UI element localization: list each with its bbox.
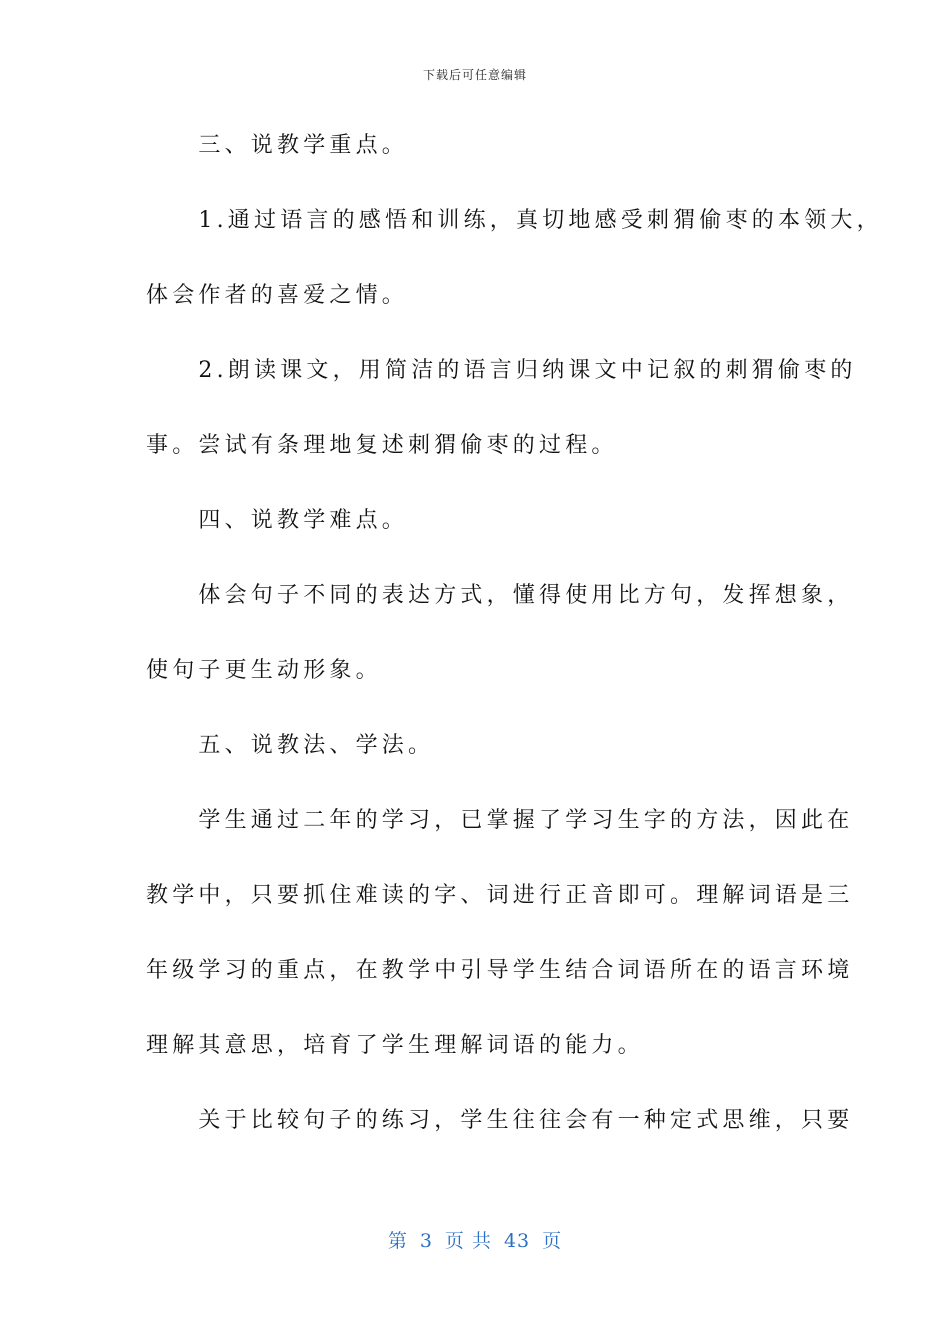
paragraph-line: 2.朗读课文，用简洁的语言归纳课文中记叙的刺猬偷枣的 — [146, 358, 857, 383]
paragraph-line: 1.通过语言的感悟和训练，真切地感受刺猬偷枣的本领大， — [146, 208, 883, 233]
paragraph-line: 事。尝试有条理地复述刺猬偷枣的过程。 — [146, 433, 618, 458]
paragraph-line: 关于比较句子的练习，学生往往会有一种定式思维，只要 — [146, 1108, 854, 1133]
footer-suffix: 页 — [542, 1230, 563, 1252]
paragraph-line: 年级学习的重点，在教学中引导学生结合词语所在的语言环境 — [146, 958, 854, 983]
header-note: 下载后可任意编辑 — [422, 68, 527, 82]
footer-prefix: 第 — [387, 1230, 408, 1252]
paragraph-line: 理解其意思，培育了学生理解词语的能力。 — [146, 1033, 644, 1058]
heading-teaching-methods: 五、说教法、学法。 — [146, 733, 435, 758]
paragraph-line: 体会作者的喜爱之情。 — [146, 283, 409, 308]
heading-teaching-difficulty: 四、说教学难点。 — [146, 508, 409, 533]
footer-total-pages: 43 — [503, 1230, 531, 1252]
paragraph-line: 学生通过二年的学习，已掌握了学习生字的方法，因此在 — [146, 808, 854, 833]
page-number-footer — [0, 1226, 950, 1253]
footer-middle: 页 共 — [444, 1230, 492, 1252]
heading-teaching-focus: 三、说教学重点。 — [146, 133, 409, 158]
paragraph-line: 体会句子不同的表达方式，懂得使用比方句，发挥想象， — [146, 583, 854, 608]
footer-current-page: 3 — [419, 1230, 433, 1252]
paragraph-line: 使句子更生动形象。 — [146, 658, 382, 683]
paragraph-line: 教学中，只要抓住难读的字、词进行正音即可。理解词语是三 — [146, 883, 854, 908]
